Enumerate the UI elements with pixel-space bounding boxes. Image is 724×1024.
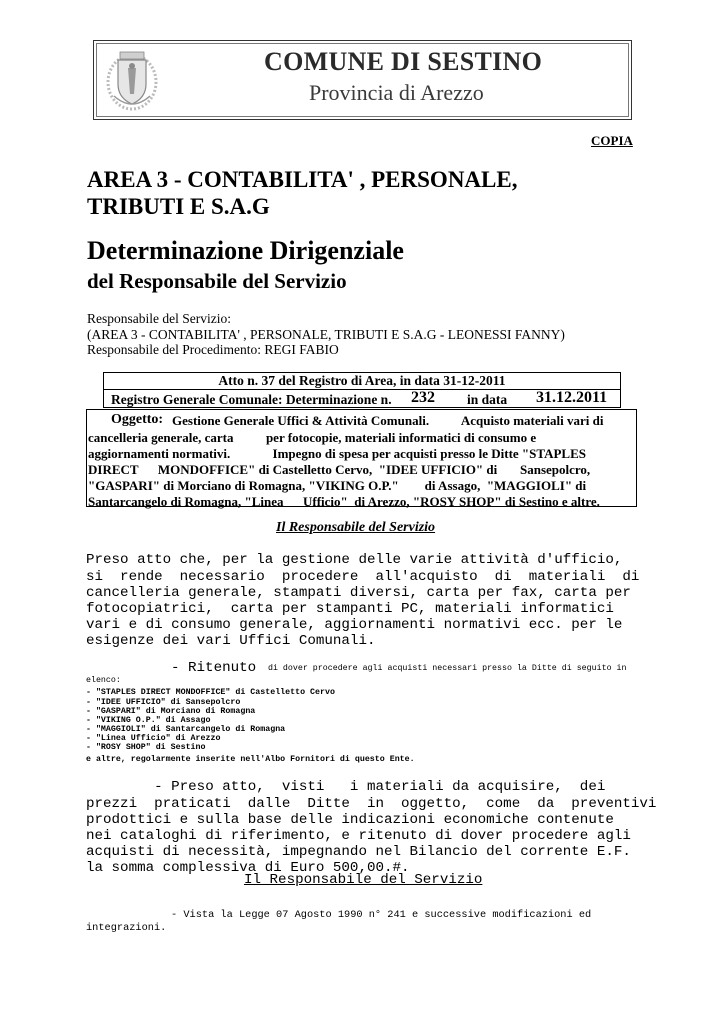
section-heading-2: Il Responsabile del Servizio (244, 872, 483, 888)
in-data-label: in data (467, 392, 508, 407)
determinazione-number: 232 (411, 389, 435, 406)
municipal-crest-icon (104, 46, 160, 114)
preso-atto2-line-3: prodottici e sulla base delle indicazioni economiche contenute (86, 812, 614, 828)
oggetto-line-1: Gestione Generale Uffici & Attività Comunali. Acquisto materiali vari di (172, 413, 604, 428)
oggetto-label: Oggetto: (111, 412, 164, 427)
responsabile-label: Responsabile del Servizio: (87, 311, 231, 326)
ritenuto-prefix: - Ritenuto (171, 660, 257, 676)
ditta-item-3: - "GASPARI" di Morciano di Romagna (86, 707, 256, 716)
ditta-item-2: - "IDEE UFFICIO" di Sansepolcro (86, 698, 241, 707)
vista-line: - Vista la Legge 07 Agosto 1990 n° 241 e successive modificazioni ed (171, 909, 592, 921)
vista-continuation: integrazioni. (86, 922, 167, 934)
comune-title: COMUNE DI SESTINO (264, 47, 543, 76)
responsabile-block (87, 311, 565, 358)
ditta-item-5: - "MAGGIOLI" di Santarcangelo di Romagna (86, 725, 286, 734)
atto-line: Atto n. 37 del Registro di Area, in data 31-12-2011 (218, 373, 506, 388)
preso-atto-line-5: vari e di consumo generale, aggiornamenti normativi ecc. per le (86, 617, 623, 633)
copia-label: COPIA (591, 133, 633, 148)
ritenuto-text: di dover procedere agli acquisti necessari presso la Ditte di seguito in (268, 664, 627, 673)
provincia-subtitle: Provincia di Arezzo (309, 80, 484, 105)
oggetto-line-4: DIRECT MONDOFFICE" di Castelletto Cervo, "IDEE UFFICIO" di Sansepolcro, (88, 462, 591, 477)
area-title (87, 166, 607, 220)
oggetto-line-2: cancelleria generale, carta per fotocopie, materiali informatici di consumo e (88, 430, 537, 445)
preso-atto-line-2: si rende necessario procedere all'acquisto di materiali di (86, 569, 640, 585)
registro-label: Registro Generale Comunale: Determinazione n. (111, 392, 392, 407)
determinazione-subtitle: del Responsabile del Servizio (87, 269, 347, 293)
ditta-item-1: - "STAPLES DIRECT MONDOFFICE" di Castelletto Cervo (86, 688, 335, 697)
area-title-line-1: AREA 3 - CONTABILITA' , PERSONALE, (87, 167, 518, 192)
altre-line: e altre, regolarmente inserite nell'Albo Fornitori di questo Ente. (86, 755, 415, 764)
preso-atto2-line-4: nei cataloghi di riferimento, e ritenuto di dover procedere agli (86, 828, 631, 844)
preso-atto2-line-5: acquisti di necessità, impegnando nel Bilancio del corrente E.F. (86, 844, 631, 860)
preso-atto-line-3: cancelleria generale, stampati diversi, carta per fax, carta per (86, 585, 631, 601)
ditta-item-6: - "Linea Ufficio" di Arezzo (86, 734, 221, 743)
procedimento-line: Responsabile del Procedimento: REGI FABIO (87, 342, 339, 357)
preso-atto-line-6: esigenze dei vari Uffici Comunali. (86, 633, 376, 649)
oggetto-line-5: "GASPARI" di Morciano di Romagna, "VIKING O.P." di Assago, "MAGGIOLI" di (88, 478, 587, 493)
preso-atto-line-4: fotocopiatrici, carta per stampanti PC, materiali informatici (86, 601, 614, 617)
oggetto-line-3: aggiornamenti normativi. Impegno di spesa per acquisti presso le Ditte "STAPLES (88, 446, 586, 461)
ritenuto-continuation: elenco: (86, 676, 121, 685)
ditta-item-4: - "VIKING O.P." di Assago (86, 716, 211, 725)
preso-atto2-line-1: - Preso atto, visti i materiali da acquisire, dei (86, 779, 606, 795)
oggetto-line-6: Santarcangelo di Romagna, "Linea Ufficio" di Arezzo, "ROSY SHOP" di Sestino e altre. (88, 494, 600, 509)
determinazione-title: Determinazione Dirigenziale (87, 236, 404, 265)
section-heading: Il Responsabile del Servizio (276, 520, 436, 535)
ditta-item-7: - "ROSY SHOP" di Sestino (86, 743, 206, 752)
preso-atto-line-1: Preso atto che, per la gestione delle varie attività d'ufficio, (86, 552, 623, 568)
preso-atto2-line-6: la somma complessiva di Euro 500,00.#. (86, 860, 410, 876)
determinazione-date: 31.12.2011 (536, 389, 608, 406)
area-title-line-2: TRIBUTI E S.A.G (87, 194, 270, 219)
responsabile-detail: (AREA 3 - CONTABILITA' , PERSONALE, TRIBUTI E S.A.G - LEONESSI FANNY) (87, 326, 565, 342)
preso-atto2-line-2: prezzi praticati dalle Ditte in oggetto, come da preventivi (86, 796, 657, 812)
